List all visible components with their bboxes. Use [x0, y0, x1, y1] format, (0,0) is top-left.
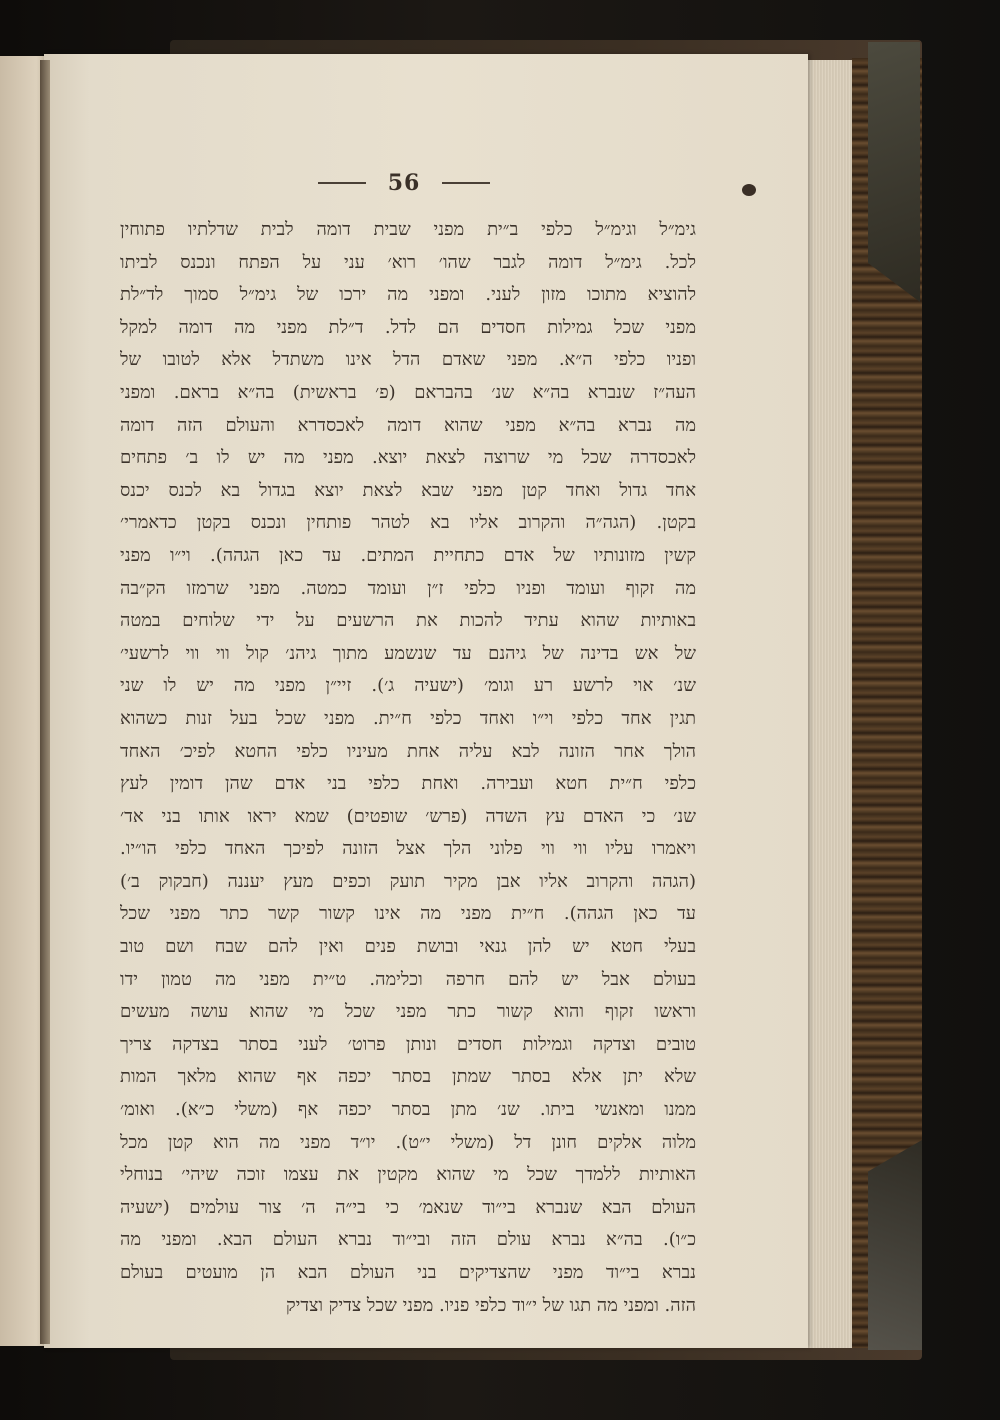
book-gutter — [40, 60, 50, 1344]
text-line: שנ׳ אוי לרשע רע וגומ׳ (ישעיה ג׳). זיי״ן מפני מה יש לו שני — [120, 675, 696, 697]
text-line: (הגהה והקרוב אליו אבן מקיר תועק וכפים מעץ יעננה (חבקוק ב׳) — [120, 870, 696, 892]
text-line: להוציא מתוכו מזון לעני. ומפני מה ירכו של גימ״ל סמוך לד״לת — [120, 284, 696, 306]
text-line: שנ׳ כי האדם עץ השדה (פרש׳ שופטים) שמא יראו אותו בני אד׳ — [120, 805, 696, 827]
header-rule-left — [318, 182, 366, 184]
text-line: האותיות ללמדך שכל מי שהוא מקטין את עצמו זוכה שיהי׳ בנוחלי — [120, 1164, 696, 1186]
text-line: מה זקוף ועומד ופניו כלפי ז״ן ועומד כמטה. מפני שרמזו הק״בה — [120, 577, 696, 599]
text-line: כלפי ח״ית חטא ועבירה. ואחת כלפי בני אדם שהן דומין לעץ — [120, 773, 696, 795]
leather-corner-top — [868, 42, 920, 302]
text-line: קשין מזונותיו של אדם כתחיית המתים. עד כאן הגהה). וי״ו מפני — [120, 544, 696, 566]
text-line: של אש בדינה של גיהנם עד שנשמע מתוך גיהנ׳ קול ווי ווי לרשעי׳ — [120, 642, 696, 664]
text-line: מלוה אלקים חונן דל (משלי י״ט). יו״ד מפני מה הוא קטן מכל — [120, 1131, 696, 1153]
text-line: נברא בי״וד מפני שהצדיקים בני העולם הבא הן מועטים בעולם — [120, 1262, 696, 1283]
text-line: ויאמרו עליו ווי ווי פלוני הלך אצל הזונה לפיכך האחד כלפי הו״יו. — [120, 838, 696, 860]
text-line: כ״ו). בה״א נברא עולם הזה ובי״וד נברא העולם הבא. ומפני מה — [120, 1229, 696, 1251]
hebrew-text-block — [120, 214, 696, 1322]
text-line: אחד גדול ואחד קטן מפני שבא לצאת יוצא בגדול בא לכנס יכנס — [120, 479, 696, 501]
text-line: בקטן. (הגה״ה והקרוב אליו בא לטהר פותחין ונכנס בקטן כדאמרי׳ — [120, 512, 696, 534]
text-line: ממנו ומאנשי ביתו. שנ׳ מתן בסתר יכפה אף (משלי כ״א). ואומ׳ — [120, 1099, 696, 1121]
text-line: העולם הבא שנברא בי״וד שנאמ׳ כי בי״ה ה׳ צור עולמים (ישעיה — [120, 1196, 696, 1218]
text-line: טובים וצדקה וגמילות חסדים ונותן פרוט׳ לעני בסתר בצדקה צריך — [120, 1033, 696, 1055]
text-line: בעלי חטא יש להן גנאי ובושת פנים ואין להם שבח ושם טוב — [120, 936, 696, 958]
text-line: לאכסדרה שכל מי שרוצה לצאת יוצא. מפני מה יש לו ב׳ פתחים — [120, 447, 696, 469]
text-line: ופניו כלפי ה״א. מפני שאדם הדל אינו משתדל אלא לטובו של — [120, 349, 696, 371]
text-line: וראשו זקוף והוא קשור כתר מפני שכל מי שהוא עושה מעשים — [120, 1001, 696, 1023]
leather-corner-bottom — [868, 1140, 922, 1350]
header-rule-right — [442, 182, 490, 184]
text-line: הזה. ומפני מה תגו של י״וד כלפי פניו. מפני שכל צדיק וצדיק — [285, 1294, 696, 1316]
text-line: תגין אחד כלפי וי״ו ואחד כלפי ח״ית. מפני שכל בעל זנות כשהוא — [120, 707, 696, 729]
page-header — [318, 166, 490, 200]
text-line: לכל. גימ״ל דומה לגבר שהו׳ רוא׳ עני על הפתח ונכנס לביתו — [120, 251, 696, 273]
text-line: עד כאן הגהה). ח״ית מפני מה אינו קשור קשר כתר מפני שכל — [120, 903, 696, 925]
text-line: מפני שכל גמילות חסדים הם לדל. ד״לת מפני מה דומה למקל — [120, 316, 696, 338]
text-line: העה״ז שנברא בה״א שנ׳ בהבראם (פ׳ בראשית) בה״א בראם. ומפני — [120, 381, 696, 403]
text-line: בעולם אבל יש להם חרפה וכלימה. ט״ית מפני מה טמון ידו — [120, 968, 696, 990]
page-number: 56 — [387, 170, 421, 196]
text-line: גימ״ל וגימ״ל כלפי ב״ית מפני שבית דומה לבית שדלתיו פתוחין — [120, 219, 696, 240]
text-line: מה נברא בה״א מפני שהוא דומה לאכסדרא והעולם הזה דומה — [120, 414, 696, 436]
ink-spot — [742, 184, 756, 196]
text-line: שלא יתן אלא בסתר שמתן בסתר יכפה אף שהוא מלאך המות — [120, 1066, 696, 1088]
text-line: באותיות שהוא עתיד להכות את הרשעים על ידי שלוחים במטה — [120, 610, 696, 632]
text-line: הולך אחר הזונה לבא עליה אחת מעיניו כלפי החטא לפיכ׳ האחד — [120, 740, 696, 762]
